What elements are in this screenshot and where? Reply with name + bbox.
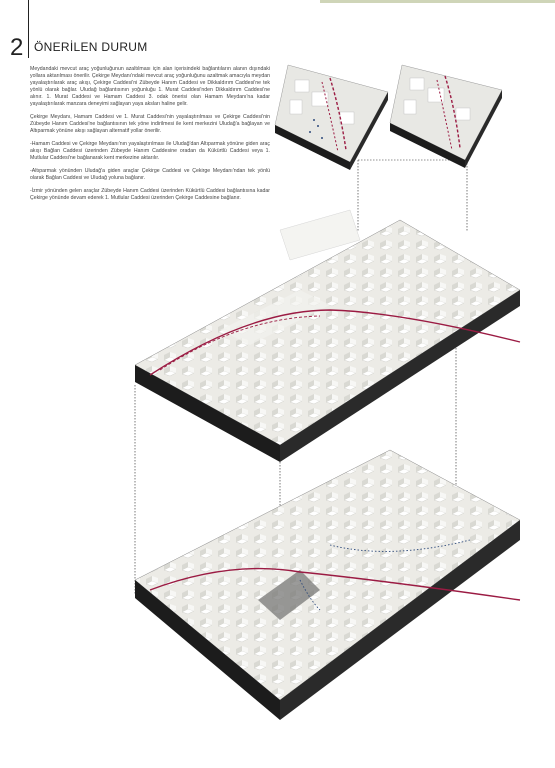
- inset-detail-right: [390, 65, 502, 168]
- model-upper: [135, 210, 520, 462]
- inset-detail-left: [275, 65, 388, 170]
- paragraph-3: -Hamam Caddesi ve Çekirge Meydanı'nın yayalaştırılması ile Uludağ'dan Altıparmak yönüne giden araç akışı Bağlan Caddesi üzerinden Zübeyde Hanım Caddesine oradan da Kükürtlü Caddesi veya 1. Mutlular Caddesi'ne bağlanarak kent merkezine aktarılır.: [30, 141, 270, 161]
- section-title: ÖNERİLEN DURUM: [34, 40, 148, 54]
- model-lower: [135, 450, 520, 720]
- paragraph-5: -İzmir yönünden gelen araçlar Zübeyde Hanım Caddesi üzerinden Kükürtlü Caddesi bağlantısına kadar Çekirge yönünde devam ederek 1. Mutlular Caddesi üzerinden Çekirge Caddesine bağlanır.: [30, 188, 270, 201]
- paragraph-4: -Altıparmak yönünden Uludağ'a giden araçlar Çekirge Caddesi ve Çekirge Meydanı'ndan tek yönlü olarak Bağlan Caddesi ve Uludağ yoluna bağlanır.: [30, 168, 270, 181]
- paragraph-1: Meydandaki mevcut araç yoğunluğunun azaltılması için alan içerisindeki bağlantıların alanın dışındaki yollara aktarılması önerilir. Çekirge Meydanı'ndaki mevcut araç yoğunluğunu azaltmak amacıyla meydan yayalaştırılarak araç akışı, Çekirge Caddesi'ni Zübeyde Hanım Caddesi ve Dikkaldırım Caddesi'ne tek yönlü olarak bağlar. Uludağ bağlantısının yoğunluğu 1. Murat Caddesi'nden Dikkaldırım Caddesi'ne alınır. 1. Murat Caddesi ve Hamam Caddesi 3. odak önerisi olan Hamam Meydanı'na kadar yayalaştırılarak manzara deneyimi sağlayan yaya aksları haline gelir.: [30, 66, 270, 107]
- section-number: 2: [10, 34, 24, 61]
- paragraph-2: Çekirge Meydanı, Hamam Caddesi ve 1. Murat Caddesi'nin yayalaştırılması ve Çekirge Caddesi'nin Zübeyde Hanım Caddesi'ne bağlantısının tek yöne indirilmesi ile kent merkezini Uludağ'a bağlayan ve Altıparmak yönüne akışı sağlayan alternatif yollar önerilir.: [30, 114, 270, 134]
